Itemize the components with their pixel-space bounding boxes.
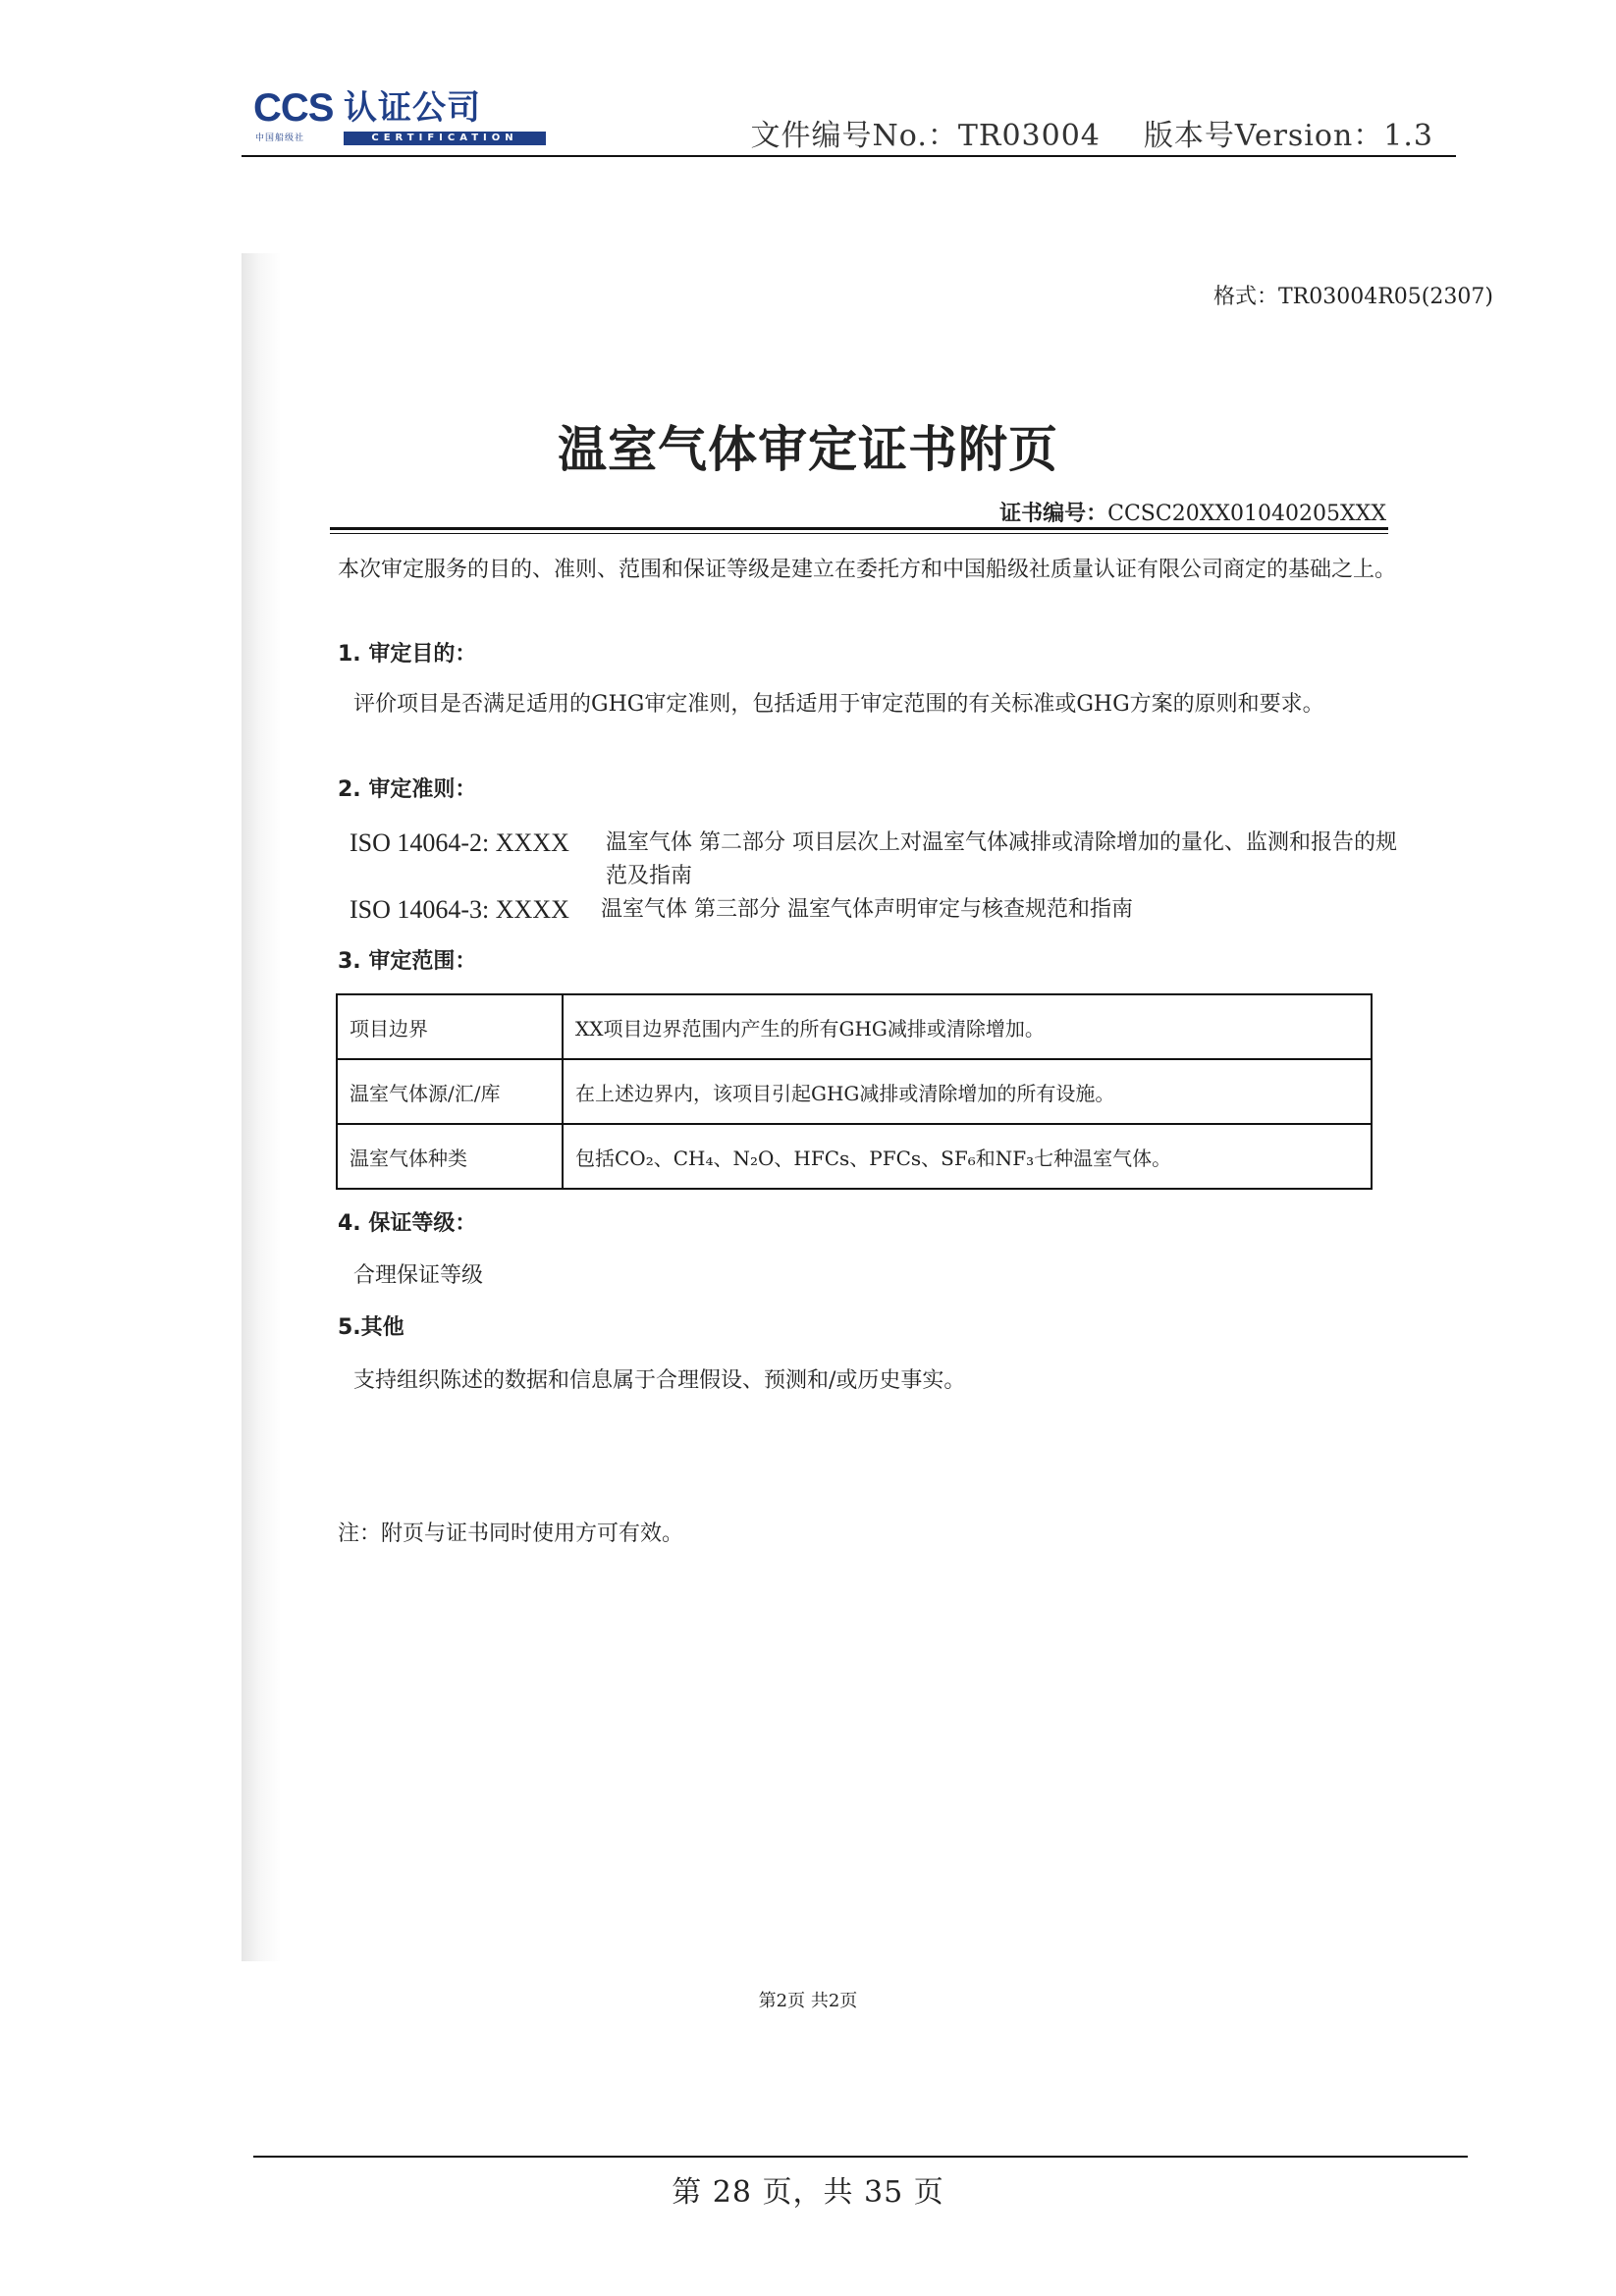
header-divider bbox=[242, 155, 1456, 157]
scope-value-cell: 包括CO₂、CH₄、N₂O、HFCs、PFCs、SF₆和NF₃七种温室气体。 bbox=[563, 1124, 1372, 1189]
criteria-item-code: ISO 14064-3: XXXX bbox=[350, 895, 569, 924]
assurance-body: 合理保证等级 bbox=[353, 1263, 484, 1288]
scope-value-cell: 在上述边界内，该项目引起GHG减排或清除增加的所有设施。 bbox=[563, 1059, 1372, 1124]
table-row bbox=[337, 1124, 1372, 1189]
criteria-heading: 2. 审定准则： bbox=[338, 777, 477, 802]
ccs-certification-logo bbox=[253, 86, 548, 143]
logo-chinese-text: 认证公司 bbox=[344, 88, 481, 128]
intro-paragraph: 本次审定服务的目的、准则、范围和保证等级是建立在委托方和中国船级社质量认证有限公司商定的基础之上。 bbox=[338, 558, 1397, 582]
certificate-number bbox=[999, 497, 1386, 527]
certificate-number-value: CCSC20XX01040205XXX bbox=[1107, 502, 1386, 526]
scope-key-cell: 温室气体种类 bbox=[337, 1124, 563, 1189]
scope-key-cell: 项目边界 bbox=[337, 994, 563, 1059]
logo-certification-bar: CERTIFICATION bbox=[344, 132, 546, 145]
certificate-title: 温室气体审定证书附页 bbox=[558, 421, 1058, 478]
document-header-info bbox=[751, 111, 1433, 154]
footer-divider bbox=[253, 2156, 1468, 2158]
assurance-heading: 4. 保证等级： bbox=[338, 1211, 477, 1236]
scope-key-cell: 温室气体源/汇/库 bbox=[337, 1059, 563, 1124]
table-row bbox=[337, 994, 1372, 1059]
table-row bbox=[337, 1059, 1372, 1124]
criteria-item-desc: 温室气体 第三部分 温室气体声明审定与核查规范和指南 bbox=[601, 897, 1133, 922]
purpose-body: 评价项目是否满足适用的GHG审定准则，包括适用于审定范围的有关标准或GHG方案的原则和要求。 bbox=[353, 692, 1324, 717]
document-number: 文件编号No.：TR03004 bbox=[750, 119, 1101, 153]
criteria-item-desc: 温室气体 第二部分 项目层次上对温室气体减排或清除增加的量化、监测和报告的规范及指南 bbox=[606, 830, 1397, 888]
title-double-divider bbox=[330, 527, 1388, 534]
document-version: 版本号Version：1.3 bbox=[1143, 119, 1433, 153]
format-code: 格式：TR03004R05(2307) bbox=[1213, 285, 1493, 309]
page-number: 第 28 页，共 35 页 bbox=[672, 2175, 944, 2210]
logo-ccs-text: CCS bbox=[253, 86, 334, 130]
other-body: 支持组织陈述的数据和信息属于合理假设、预测和/或历史事实。 bbox=[353, 1368, 966, 1393]
validity-note: 注：附页与证书同时使用方可有效。 bbox=[338, 1522, 684, 1546]
scope-table bbox=[336, 993, 1373, 1190]
logo-society-text: 中国船级社 bbox=[255, 133, 305, 143]
scope-heading: 3. 审定范围： bbox=[338, 949, 477, 974]
purpose-heading: 1. 审定目的： bbox=[338, 642, 477, 667]
certificate-page-number: 第2页 共2页 bbox=[758, 1991, 858, 2011]
scope-value-cell: XX项目边界范围内产生的所有GHG减排或清除增加。 bbox=[563, 994, 1372, 1059]
criteria-item-code: ISO 14064-2: XXXX bbox=[350, 828, 569, 857]
certificate-number-label: 证书编号： bbox=[999, 502, 1108, 526]
other-heading: 5.其他 bbox=[338, 1315, 404, 1340]
